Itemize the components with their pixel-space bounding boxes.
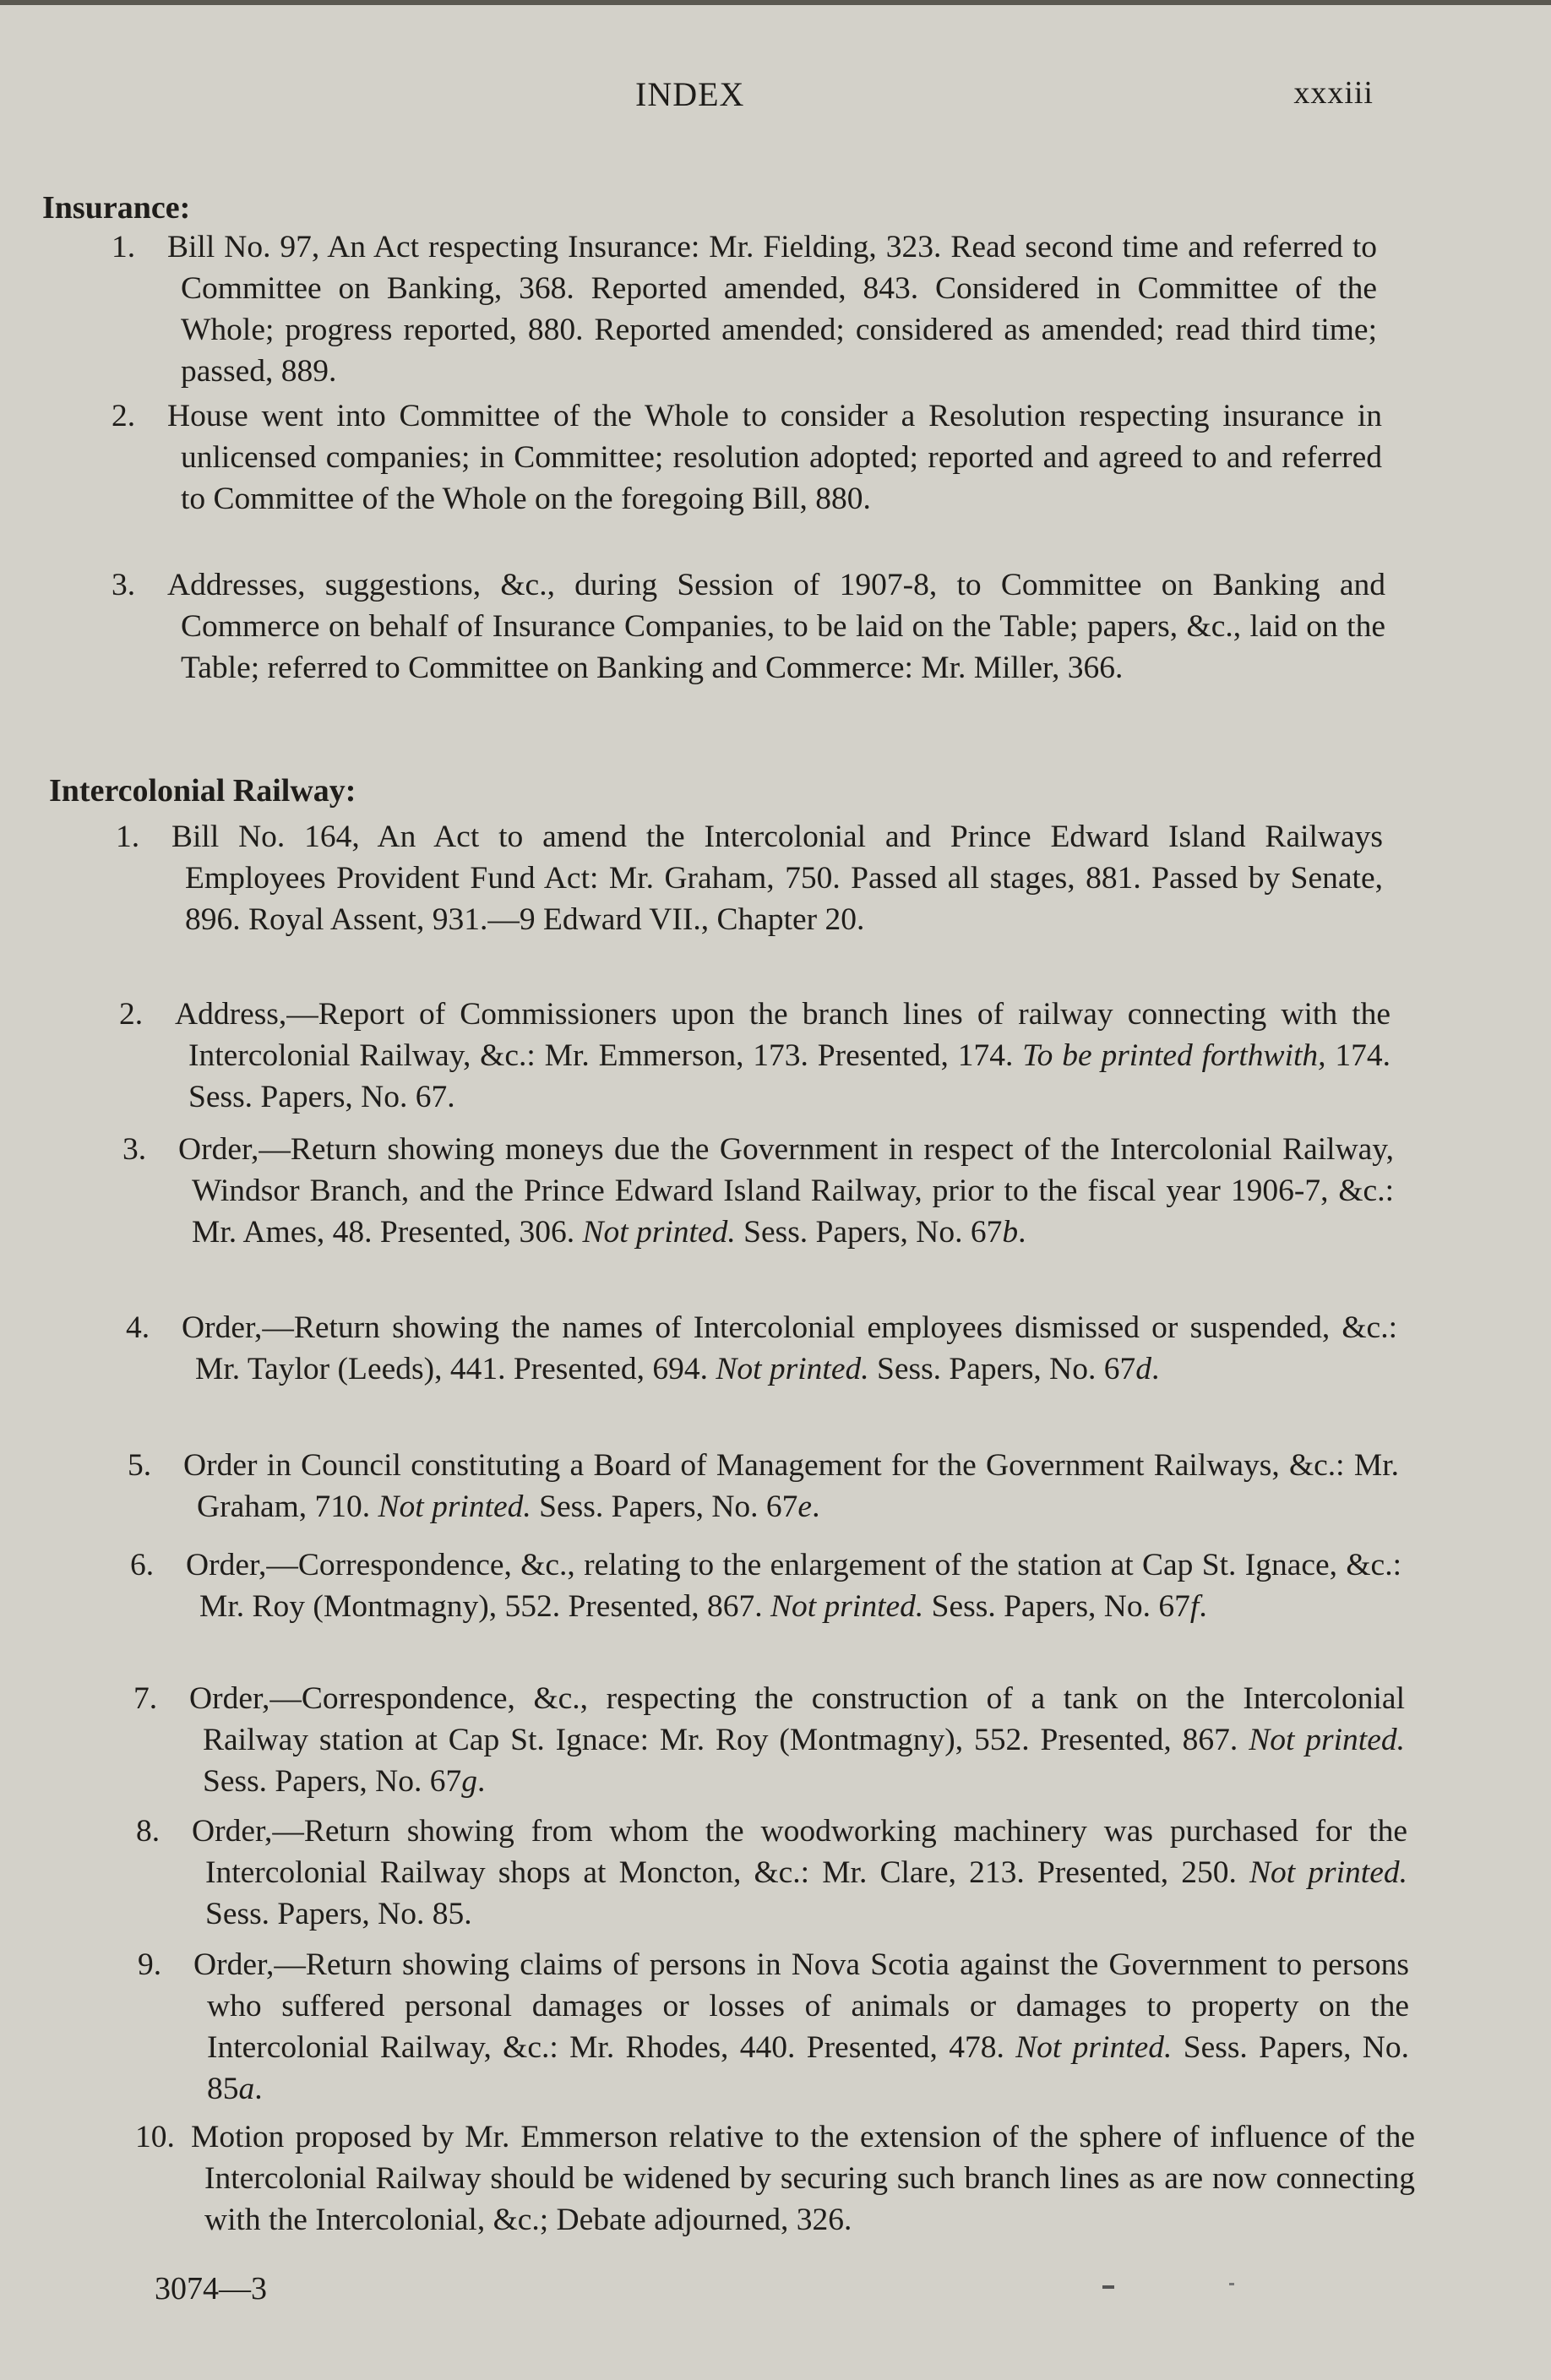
index-entry xyxy=(119,994,1390,1118)
index-entry xyxy=(138,1944,1409,2110)
entry-text: Order,—Correspondence, &c., respecting the construction of a tank on the Intercolonial Railway station at Cap St. Ignace: Mr. Roy (Montmagny), 552. Presented, 867. xyxy=(189,1681,1405,1757)
header-title: INDEX xyxy=(635,75,745,113)
entry-text-italic: Not printed. xyxy=(716,1352,869,1386)
entry-text: Order,—Correspondence, &c., relating to the enlargement of the station at Cap St. Ignace, &c.: Mr. Roy (Montmagny), 552. Presented, 867. xyxy=(186,1548,1401,1624)
index-entry xyxy=(130,1544,1401,1627)
printer-signature: 3074—3 xyxy=(155,2271,267,2306)
index-entry xyxy=(112,395,1382,520)
entry-number: 5. xyxy=(128,1448,152,1483)
entry-number: 1. xyxy=(116,820,140,854)
entry-text: Bill No. 164, An Act to amend the Intercolonial and Prince Edward Island Railways Employees Provident Fund Act: Mr. Graham, 750. Passed all stages, 881. Passed by Senate, 896. Royal Assent, 931.—9 Edward VII., Chapter 20. xyxy=(171,820,1383,937)
entry-text-italic: To be printed forthwith, xyxy=(1022,1038,1326,1073)
entry-text-italic: f xyxy=(1189,1589,1200,1624)
entry-text-italic: Not printed. xyxy=(1249,1855,1407,1890)
entry-text: Addresses, suggestions, &c., during Session of 1907-8, to Committee on Banking and Commerce on behalf of Insurance Companies, to be laid on the Table; papers, &c., laid on the Table; referred to Committee on Banking and Commerce: Mr. Miller, 366. xyxy=(167,568,1385,685)
entry-text: . xyxy=(254,2072,263,2106)
entry-text: Sess. Papers, No. 67 xyxy=(531,1490,798,1524)
index-entry xyxy=(133,1678,1405,1802)
entry-text: Order in Council constituting a Board of Management for the Government Railways, &c.: Mr. Graham, 710. xyxy=(183,1448,1399,1524)
index-entry xyxy=(136,1811,1407,1935)
entry-text-italic: e xyxy=(797,1490,813,1524)
entry-text: Order,—Return showing from whom the woodworking machinery was purchased for the Intercolonial Railway shops at Moncton, &c.: Mr. Clare, 213. Presented, 250. xyxy=(192,1814,1407,1890)
page-top-edge xyxy=(0,0,1551,5)
entry-text: Order,—Return showing moneys due the Government in respect of the Intercolonial Railway, Windsor Branch, and the Prince Edward Island Railway, prior to the fiscal year 1906-7, &c.: Mr. Ames, 48. Presented, 306. xyxy=(178,1132,1394,1250)
entry-text: . xyxy=(1151,1352,1160,1386)
index-entry xyxy=(112,564,1385,689)
entry-text-italic: Not printed. xyxy=(378,1490,531,1524)
section-heading: Intercolonial Railway: xyxy=(49,773,356,809)
print-speck xyxy=(1229,2283,1234,2285)
entry-number: 9. xyxy=(138,1947,162,1982)
page-header xyxy=(0,74,1551,125)
entry-text: Order,—Return showing claims of persons in Nova Scotia against the Government to persons who suffered personal damages or losses of animals or damages to property on the Intercolonial Railway, &c.: Mr. Rhodes, 440. Presented, 478. xyxy=(193,1947,1409,2065)
entry-number: 2. xyxy=(112,399,136,433)
entry-text: Sess. Papers, No. 67 xyxy=(735,1215,1003,1250)
entry-number: 10. xyxy=(135,2120,175,2154)
entry-number: 7. xyxy=(133,1681,158,1716)
entry-number: 4. xyxy=(126,1310,150,1345)
entry-text: Sess. Papers, No. 67 xyxy=(868,1352,1136,1386)
header-page-number: xxxiii xyxy=(1293,75,1374,111)
entry-number: 6. xyxy=(130,1548,155,1582)
entry-text: . xyxy=(1018,1215,1026,1250)
entry-text-italic: Not printed. xyxy=(770,1589,924,1624)
index-entry xyxy=(112,226,1377,392)
section-heading: Insurance: xyxy=(42,190,191,226)
print-speck xyxy=(1102,2285,1114,2289)
entry-number: 2. xyxy=(119,997,144,1032)
entry-text-italic: g xyxy=(461,1764,477,1799)
entry-text: Sess. Papers, No. 85. xyxy=(205,1897,472,1931)
entry-text: Sess. Papers, No. 85 xyxy=(207,2030,1409,2106)
entry-text-italic: b xyxy=(1002,1215,1019,1250)
entry-text: Order,—Return showing the names of Intercolonial employees dismissed or suspended, &c.: Mr. Taylor (Leeds), 441. Presented, 694. xyxy=(182,1310,1397,1386)
entry-text-italic: Not printed. xyxy=(1015,2030,1173,2065)
entry-text: Sess. Papers, No. 67 xyxy=(203,1764,462,1799)
entry-text: . xyxy=(477,1764,486,1799)
entry-text: . xyxy=(812,1490,820,1524)
entry-text: House went into Committee of the Whole to consider a Resolution respecting insurance in unlicensed companies; in Committee; resolution adopted; reported and agreed to and referred to Committee of the Whole on the foregoing Bill, 880. xyxy=(167,399,1382,516)
index-entry xyxy=(128,1445,1399,1528)
entry-text-italic: d xyxy=(1135,1352,1151,1386)
entry-number: 3. xyxy=(112,568,136,602)
index-entry xyxy=(122,1129,1394,1253)
entry-text-italic: a xyxy=(238,2072,255,2106)
index-entry xyxy=(135,2116,1415,2241)
entry-text: Bill No. 97, An Act respecting Insurance: Mr. Fielding, 323. Read second time and referred to Committee on Banking, 368. Reported amended, 843. Considered in Committee of the Whole; progress reported, 880. Reported amended; considered as amended; read third time; passed, 889. xyxy=(167,230,1377,389)
entry-text-italic: Not printed. xyxy=(582,1215,736,1250)
entry-number: 3. xyxy=(122,1132,147,1167)
entry-text: Motion proposed by Mr. Emmerson relative to the extension of the sphere of influence of the Intercolonial Railway should be widened by securing such branch lines as are now connecting with the Intercolonial, &c.; Debate adjourned, 326. xyxy=(191,2120,1415,2237)
entry-number: 8. xyxy=(136,1814,161,1849)
entry-text-italic: Not printed. xyxy=(1249,1723,1405,1757)
entry-text: . xyxy=(1199,1589,1207,1624)
entry-text: 174. Sess. Papers, No. 67. xyxy=(188,1038,1390,1114)
entry-text: Sess. Papers, No. 67 xyxy=(923,1589,1190,1624)
entry-text: Address,—Report of Commissioners upon the branch lines of railway connecting with the Intercolonial Railway, &c.: Mr. Emmerson, 173. Presented, 174. xyxy=(175,997,1390,1073)
index-entry xyxy=(126,1307,1397,1390)
index-entry xyxy=(116,816,1383,940)
entry-number: 1. xyxy=(112,230,136,264)
